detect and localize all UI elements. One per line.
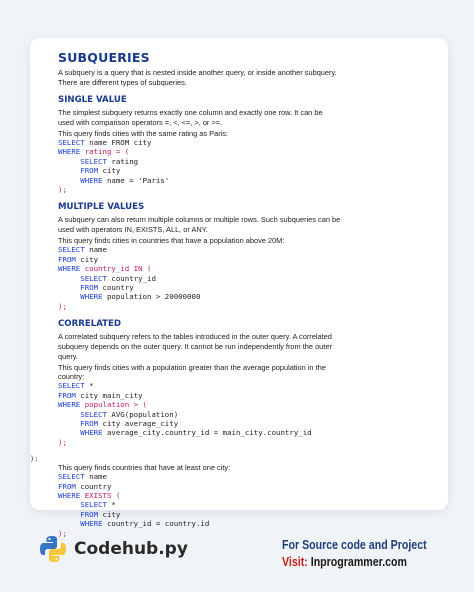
code-line [58,293,436,301]
code-line [58,303,436,311]
code-line [58,284,436,292]
sql-text: country_id [106,273,156,283]
sql-text: name [84,245,107,255]
code-line [58,411,436,419]
sql-text: city [98,509,121,519]
sql-highlight: rating = ( [84,147,130,157]
code-line [58,275,436,283]
code-line [58,139,436,147]
code-line [58,511,436,519]
sql-text: average_city.country_id = main_city.country_id [102,428,312,438]
sql-text: city [75,254,99,264]
code-line [58,265,436,273]
section-text: query. [58,352,78,362]
code-line [58,439,436,447]
sql-highlight: ); [58,528,67,538]
sql-keyword: WHERE [58,292,103,302]
sql-highlight: country_id IN ( [84,264,152,274]
sql-keyword: SELECT [58,500,107,510]
sql-keyword: FROM [58,481,76,491]
sql-text: population > 20000000 [102,292,201,302]
sql-keyword: FROM [58,283,99,293]
sql-text: name [84,472,107,482]
code-line [58,520,436,528]
promo-url[interactable]: Inprogrammer.com [307,555,407,569]
code-line [58,420,436,428]
python-logo-icon [38,534,68,564]
sql-text: city average_city [98,418,179,428]
section-text: subquery depends on the outer query. It cannot be run independently from the outer [58,342,332,352]
code-line [58,392,436,400]
sql-keyword: WHERE [58,400,85,410]
sql-keyword: SELECT [58,156,107,166]
sql-keyword: FROM [58,418,99,428]
intro-text [58,68,436,87]
sections-container [58,95,436,538]
sql-keyword: SELECT [58,138,85,147]
sql-keyword: SELECT [58,273,107,283]
sql-keyword: WHERE [58,519,103,529]
sql-keyword: SELECT [58,381,85,391]
code-line [58,167,436,175]
sql-text: country [75,481,112,491]
sql-text: name FROM city [84,138,152,147]
section-heading: SINGLE VALUE [58,95,127,105]
sql-keyword: WHERE [58,428,103,438]
example-note: This query finds cities with a population greater than the average population in the country: [58,363,326,382]
sql-text: rating [106,156,139,166]
sql-text: * [84,381,94,391]
sql-keyword: WHERE [58,264,85,274]
section-text: The simplest subquery returns exactly one column and exactly one row. It can be [58,108,323,117]
sql-text: country_id = country.id [102,519,210,529]
sql-text: AVG(population) [106,409,179,419]
brand-name: Codehub.py [74,539,188,559]
sql-keyword: SELECT [58,472,85,482]
example-note: This query finds cities with the same rating as Paris: [58,129,229,138]
sql-keyword: FROM [58,390,76,400]
sql-text: country [98,283,134,293]
promo-block [282,538,452,569]
section-text: A correlated subquery refers to the tables introduced in the outer query. A correlated [58,332,332,342]
intro-line: There are different types of subqueries. [58,78,187,87]
sql-highlight: ); [58,301,67,311]
code-line [58,158,436,166]
code-line [58,177,436,185]
section-text: used with comparison operators =, <, <=, >, or >=. [58,118,223,127]
brand [38,534,188,564]
code-line [58,246,436,254]
intro-line: A subquery is a query that is nested inside another query, or inside another subquery. [58,68,337,77]
section-text: used with operators IN, EXISTS, ALL, or ANY. [58,225,208,235]
code-line [58,492,436,500]
sql-keyword: WHERE [58,490,85,500]
sql-keyword: WHERE [58,147,85,157]
sql-text: * [106,500,116,510]
sql-keyword: SELECT [58,245,85,255]
sql-highlight: ); [58,185,67,195]
section-heading: MULTIPLE VALUES [58,202,145,213]
sql-keyword: FROM [58,254,76,264]
sql-highlight: ); [58,437,67,447]
sql-text: name = 'Paris' [102,175,170,185]
code-line [58,429,436,437]
sql-keyword: FROM [58,509,99,519]
stray-mark: ): [30,455,39,463]
promo-label: Visit: [281,555,308,569]
code-line [58,483,436,491]
sql-keyword: FROM [58,166,99,176]
section-text: A subquery can also return multiple columns or multiple rows. Such subqueries can be [58,215,341,225]
example-note: This query finds countries that have at least one city: [58,463,231,473]
cheat-sheet-card [30,38,448,538]
promo-line: For Source code and Project [281,538,427,552]
code-line [58,382,436,390]
sql-highlight: EXISTS ( [84,490,121,500]
code-line [58,186,436,194]
sql-highlight: population > ( [84,400,147,410]
code-line [58,256,436,264]
example-note: This query finds cities in countries that have a population above 20M: [58,236,285,246]
sql-keyword: WHERE [58,175,103,185]
section-spacer [58,447,436,461]
code-line [58,148,436,156]
sql-keyword: SELECT [58,409,107,419]
page-title: SUBQUERIES [58,50,150,65]
sql-text: city main_city [75,390,143,400]
promo-visit [282,555,427,569]
section-heading: CORRELATED [58,319,122,330]
code-line [58,401,436,409]
code-line [58,473,436,481]
code-line [58,501,436,509]
sql-text: city [98,166,121,176]
